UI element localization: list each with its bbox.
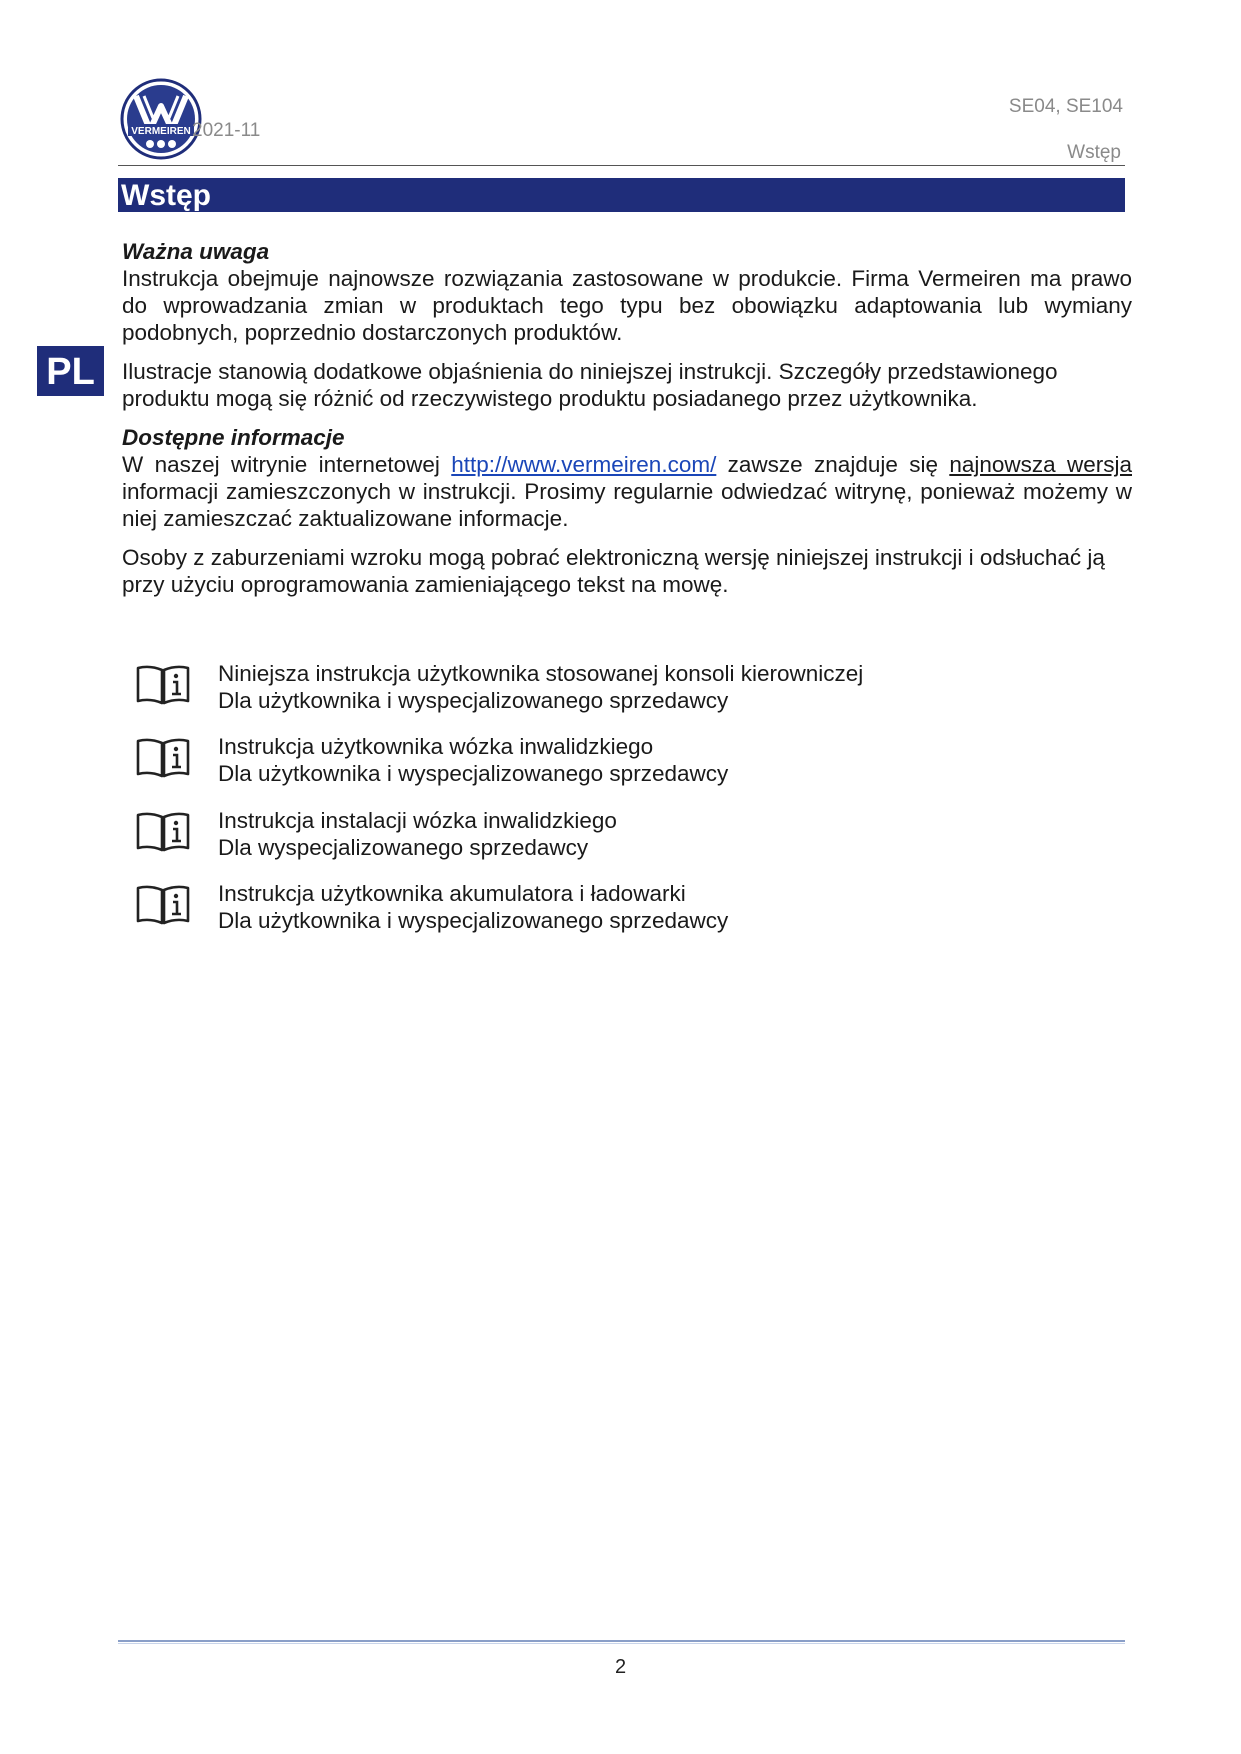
header-divider [118, 165, 1125, 166]
language-tab: PL [37, 346, 104, 396]
latest-version-text: najnowsza wersja [949, 452, 1132, 477]
visually-impaired-paragraph: Osoby z zaburzeniami wzroku mogą pobrać elektroniczną wersję niniejszej instrukcji i odsłuchać ją przy użyciu oprogramowania zamieniającego tekst na mowę. [122, 545, 1105, 597]
manual-audience: Dla użytkownika i wyspecjalizowanego sprzedawcy [218, 688, 729, 713]
book-info-icon [136, 883, 190, 927]
vermeiren-website-link[interactable]: http://www.vermeiren.com/ [451, 452, 717, 477]
available-text-end: informacji zamieszczonych w instrukcji. Prosimy regularnie odwiedzać witrynę, ponieważ możemy w niej zamieszczać zaktualizowane informacje. [122, 479, 1132, 531]
important-note-paragraph: Instrukcja obejmuje najnowsze rozwiązania zastosowane w produkcie. Firma Vermeiren ma prawo do wprowadzania zmian w produktach tego typu bez obowiązku adaptowania lub wymiany podobnych, poprzednio dostarczonych produktów. [122, 266, 1132, 345]
manual-title: Niniejsza instrukcja użytkownika stosowanej konsoli kierowniczej [218, 661, 864, 686]
footer-divider [118, 1640, 1125, 1642]
model-numbers: SE04, SE104 [1008, 96, 1123, 117]
page-number: 2 [614, 1656, 627, 1678]
book-info-icon [136, 663, 190, 707]
vermeiren-logo [120, 78, 202, 160]
available-info-paragraph [122, 451, 1132, 532]
document-date: 2021-11 [192, 120, 261, 141]
available-text-mid: zawsze znajduje się [716, 452, 950, 477]
book-info-icon [136, 810, 190, 854]
illustrations-paragraph: Ilustracje stanowią dodatkowe objaśnienia do niniejszej instrukcji. Szczegóły przedstawionego produktu mogą się różnić od rzeczywistego produktu posiadanego przez użytkownika. [122, 359, 1058, 411]
available-info-heading: Dostępne informacje [122, 425, 345, 450]
manual-audience: Dla użytkownika i wyspecjalizowanego sprzedawcy [218, 761, 729, 786]
logo-wordmark: VERMEIREN [131, 126, 191, 137]
available-text-start: W naszej witrynie internetowej [122, 452, 452, 477]
manual-item [136, 660, 1036, 718]
manual-title: Instrukcja instalacji wózka inwalidzkiego [218, 808, 617, 833]
manual-item [136, 807, 1036, 865]
page-title: Wstęp [118, 178, 1125, 212]
manual-audience: Dla użytkownika i wyspecjalizowanego sprzedawcy [218, 908, 729, 933]
manual-title: Instrukcja użytkownika wózka inwalidzkiego [218, 734, 654, 759]
footer-divider-shadow [118, 1643, 1125, 1644]
manual-item [136, 880, 1036, 938]
manual-audience: Dla wyspecjalizowanego sprzedawcy [218, 835, 589, 860]
manual-title: Instrukcja użytkownika akumulatora i ładowarki [218, 881, 686, 906]
manual-item [136, 733, 1036, 791]
book-info-icon [136, 736, 190, 780]
section-name: Wstęp [1067, 142, 1121, 163]
important-note-heading: Ważna uwaga [122, 239, 270, 264]
